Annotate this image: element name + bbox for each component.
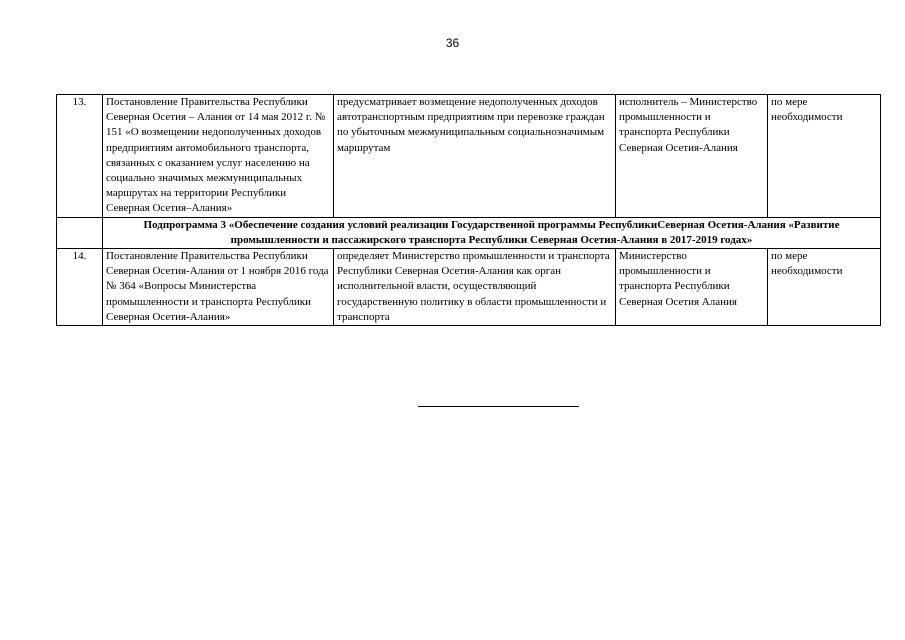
row-number: 14. — [57, 249, 103, 326]
subprogram-title: Подпрограмма 3 «Обеспечение создания условий реализации Государственной программы РеспубликиСеверная Осетия-Алания «Развитие промышленности и пассажирского транспорта Республики Северная Осетия-Алания в 2017-2019 годах» — [103, 217, 881, 248]
subprogram-row — [57, 217, 881, 248]
executor-cell: Министерство промышленности и транспорта Республики Северная Осетия Алания — [616, 249, 768, 326]
table-row — [57, 249, 881, 326]
programs-table — [56, 94, 881, 326]
content-cell: предусматривает возмещение недополученных доходов автотранспортным предприятиям при перевозке граждан по убыточным межмуниципальным социальнозначимым маршрутам — [334, 95, 616, 218]
page-number: 36 — [445, 36, 460, 50]
term-cell: по мере необходимости — [768, 95, 881, 218]
term-cell: по мере необходимости — [768, 249, 881, 326]
executor-cell: исполнитель – Министерство промышленности и транспорта Республики Северная Осетия-Алания — [616, 95, 768, 218]
end-divider-line — [418, 406, 579, 407]
legal-act-cell: Постановление Правительства Республики Северная Осетия-Алания от 1 ноября 2016 года № 364 «Вопросы Министерства промышленности и транспорта Республики Северная Осетия-Алания» — [103, 249, 334, 326]
legal-act-cell: Постановление Правительства Республики Северная Осетия – Алания от 14 мая 2012 г. № 151 «О возмещении недополученных доходов предприятиям автомобильного транспорта, связанных с оказанием услуг населению на социально значимых межмуниципальных маршрутах на территории Республики Северная Осетия–Алания» — [103, 95, 334, 218]
subprogram-empty-cell — [57, 217, 103, 248]
content-cell: определяет Министерство промышленности и транспорта Республики Северная Осетия-Алания как орган исполнительной власти, осуществляющий государственную политику в области промышленности и транспорта — [334, 249, 616, 326]
row-number: 13. — [57, 95, 103, 218]
table-row — [57, 95, 881, 218]
